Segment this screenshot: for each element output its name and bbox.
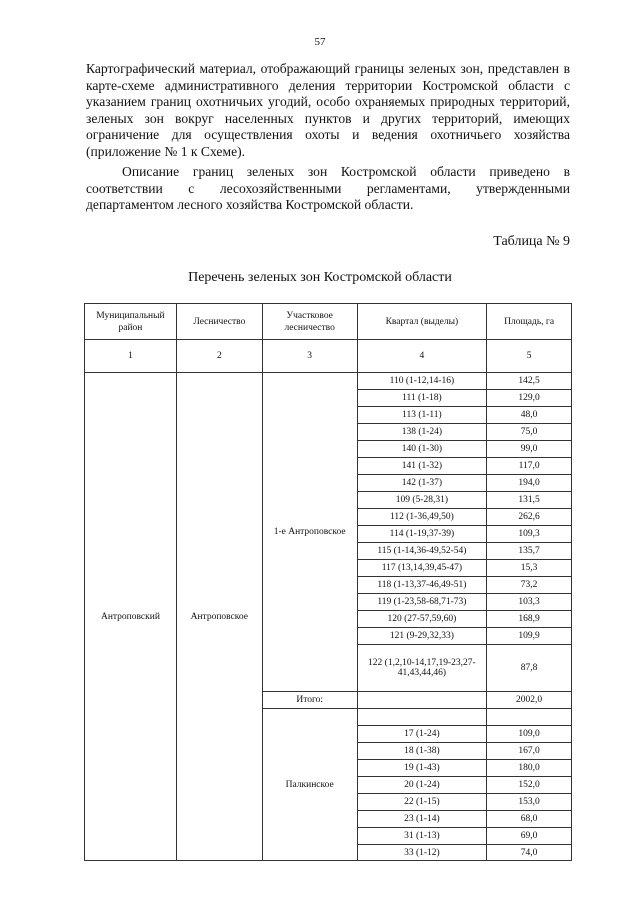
area-cell: 142,5 [487, 373, 572, 390]
kvartal-cell: 140 (1-30) [357, 441, 487, 458]
kvartal-cell: 113 (1-11) [357, 407, 487, 424]
subforestry-cell-2: Палкинское [262, 709, 357, 861]
area-cell: 74,0 [487, 845, 572, 861]
kvartal-cell: 117 (13,14,39,45-47) [357, 560, 487, 577]
kvartal-cell: 31 (1-13) [357, 828, 487, 845]
page-number: 57 [314, 36, 326, 48]
area-cell: 152,0 [487, 777, 572, 794]
kvartal-cell: 112 (1-36,49,50) [357, 509, 487, 526]
kvartal-cell: 141 (1-32) [357, 458, 487, 475]
area-cell: 167,0 [487, 743, 572, 760]
kvartal-cell: 18 (1-38) [357, 743, 487, 760]
header-number-2: 2 [176, 340, 262, 373]
kvartal-cell: 110 (1-12,14-16) [357, 373, 487, 390]
area-cell: 194,0 [487, 475, 572, 492]
kvartal-cell: 22 (1-15) [357, 794, 487, 811]
area-cell: 129,0 [487, 390, 572, 407]
area-cell: 109,9 [487, 628, 572, 645]
total-kvartal-empty [357, 692, 487, 709]
kvartal-cell: 23 (1-14) [357, 811, 487, 828]
area-cell: 153,0 [487, 794, 572, 811]
area-cell: 73,2 [487, 577, 572, 594]
area-cell: 69,0 [487, 828, 572, 845]
area-cell: 68,0 [487, 811, 572, 828]
kvartal-cell [357, 709, 487, 726]
header-number-4: 4 [357, 340, 487, 373]
area-cell: 131,5 [487, 492, 572, 509]
forestry-cell: Антроповское [176, 373, 262, 861]
kvartal-cell: 20 (1-24) [357, 777, 487, 794]
kvartal-cell: 19 (1-43) [357, 760, 487, 777]
area-cell: 135,7 [487, 543, 572, 560]
area-cell: 117,0 [487, 458, 572, 475]
area-cell: 99,0 [487, 441, 572, 458]
area-cell [487, 709, 572, 726]
table-title: Перечень зеленых зон Костромской области [188, 270, 452, 285]
area-cell: 168,9 [487, 611, 572, 628]
total-area: 2002,0 [487, 692, 572, 709]
kvartal-cell: 118 (1-13,37-46,49-51) [357, 577, 487, 594]
total-label: Итого: [262, 692, 357, 709]
header-district: Муниципальный район [85, 304, 177, 340]
kvartal-cell: 111 (1-18) [357, 390, 487, 407]
kvartal-cell: 114 (1-19,37-39) [357, 526, 487, 543]
area-cell: 15,3 [487, 560, 572, 577]
kvartal-cell: 138 (1-24) [357, 424, 487, 441]
area-cell: 180,0 [487, 760, 572, 777]
area-cell: 109,3 [487, 526, 572, 543]
header-subforestry: Участковое лесничество [262, 304, 357, 340]
kvartal-cell: 115 (1-14,36-49,52-54) [357, 543, 487, 560]
area-cell: 75,0 [487, 424, 572, 441]
header-number-3: 3 [262, 340, 357, 373]
table-label: Таблица № 9 [493, 234, 570, 249]
kvartal-cell: 122 (1,2,10-14,17,19-23,27-41,43,44,46) [357, 645, 487, 692]
kvartal-cell: 120 (27-57,59,60) [357, 611, 487, 628]
green-zones-table [84, 303, 572, 861]
table-row [85, 373, 572, 390]
subforestry-cell-1: 1-е Антроповское [262, 373, 357, 692]
area-cell: 87,8 [487, 645, 572, 692]
district-cell: Антроповский [85, 373, 177, 861]
kvartal-cell: 17 (1-24) [357, 726, 487, 743]
header-number-row [85, 340, 572, 373]
paragraph-cartographic-material: Картографический материал, отображающий границы зеленых зон, представлен в карте-схеме административного деления территории Костромской области с указанием границ охотничьих угодий, особо охраняемых природных территорий, зеленых зон вокруг населенных пунктов и других территорий, имеющих ограничение для осуществления охоты и ведения охотничьего хозяйства (приложение № 1 к Схеме). [86, 61, 570, 159]
kvartal-cell: 109 (5-28,31) [357, 492, 487, 509]
area-cell: 262,6 [487, 509, 572, 526]
header-number-1: 1 [85, 340, 177, 373]
kvartal-cell: 121 (9-29,32,33) [357, 628, 487, 645]
area-cell: 109,0 [487, 726, 572, 743]
header-row [85, 304, 572, 340]
kvartal-cell: 33 (1-12) [357, 845, 487, 861]
area-cell: 103,3 [487, 594, 572, 611]
kvartal-cell: 142 (1-37) [357, 475, 487, 492]
area-cell: 48,0 [487, 407, 572, 424]
paragraph-zone-boundaries: Описание границ зеленых зон Костромской области приведено в соответствии с лесохозяйственными регламентами, утвержденными департаментом лесного хозяйства Костромской области. [86, 164, 570, 213]
kvartal-cell: 119 (1-23,58-68,71-73) [357, 594, 487, 611]
header-kvartal: Квартал (выделы) [357, 304, 487, 340]
header-forestry: Лесничество [176, 304, 262, 340]
header-area: Площадь, га [487, 304, 572, 340]
header-number-5: 5 [487, 340, 572, 373]
